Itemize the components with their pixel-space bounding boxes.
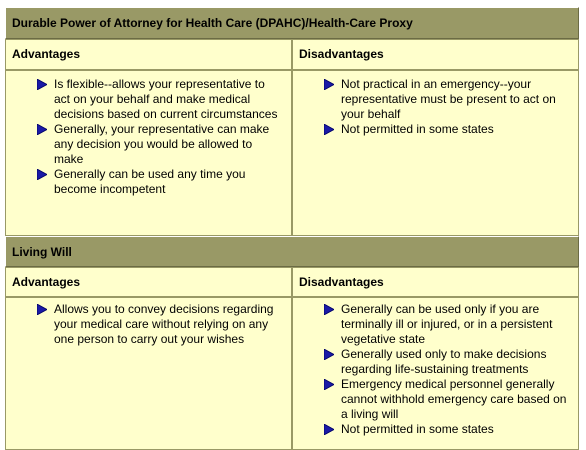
dpahc-disadvantages-header <box>292 39 579 70</box>
list-item <box>323 77 568 122</box>
living-will-disadvantages-header <box>292 267 579 297</box>
dpahc-advantages-header <box>5 39 292 70</box>
list-item <box>36 167 281 197</box>
list-item-text: Is flexible--allows your representative to act on your behalf and make medical decisions based on current circumstances <box>54 77 278 121</box>
comparison-table <box>5 5 579 450</box>
dpahc-disadvantages-cell <box>292 70 579 236</box>
list-item-text: Generally can be used only if you are terminally ill or injured, or in a persistent vegetative state <box>341 302 553 346</box>
right-arrow-bullet-icon <box>324 304 334 315</box>
dpahc-title: Durable Power of Attorney for Health Care (DPAHC)/Health-Care Proxy <box>12 16 413 30</box>
right-arrow-bullet-icon <box>324 424 334 435</box>
right-arrow-bullet-icon <box>37 79 47 90</box>
right-arrow-bullet-icon <box>324 124 334 135</box>
dpahc-advantages-cell <box>5 70 292 236</box>
dpahc-advantages-label: Advantages <box>12 47 81 61</box>
list-item-text: Allows you to convey decisions regarding your medical care without relying on any one person to carry out your wishes <box>54 302 274 346</box>
living-will-disadvantages-cell <box>292 297 579 450</box>
living-will-advantages-list <box>36 302 281 347</box>
list-item <box>36 122 281 167</box>
right-arrow-bullet-icon <box>37 304 47 315</box>
list-item <box>36 77 281 122</box>
list-item-text: Not permitted in some states <box>341 122 494 136</box>
list-item <box>323 347 568 377</box>
list-item-text: Generally used only to make decisions regarding life-sustaining treatments <box>341 347 547 376</box>
living-will-advantages-header <box>5 267 292 297</box>
right-arrow-bullet-icon <box>37 124 47 135</box>
living-will-title: Living Will <box>12 245 72 259</box>
list-item-text: Not practical in an emergency--your representative must be present to act on your behalf <box>341 77 556 121</box>
right-arrow-bullet-icon <box>324 379 334 390</box>
list-item <box>323 302 568 347</box>
dpahc-advantages-list <box>36 77 281 197</box>
right-arrow-bullet-icon <box>37 169 47 180</box>
right-arrow-bullet-icon <box>324 79 334 90</box>
living-will-disadvantages-list <box>323 302 568 437</box>
right-arrow-bullet-icon <box>324 349 334 360</box>
living-will-disadvantages-label: Disadvantages <box>299 275 384 289</box>
list-item-text: Generally can be used any time you become incompetent <box>54 167 246 196</box>
list-item-text: Generally, your representative can make any decision you would be allowed to make <box>54 122 270 166</box>
dpahc-disadvantages-label: Disadvantages <box>299 47 384 61</box>
list-item-text: Not permitted in some states <box>341 422 494 436</box>
living-will-title-band <box>5 236 579 267</box>
dpahc-disadvantages-list <box>323 77 568 137</box>
list-item <box>323 422 568 437</box>
list-item-text: Emergency medical personnel generally cannot withhold emergency care based on a living will <box>341 377 567 421</box>
list-item <box>323 122 568 137</box>
list-item <box>323 377 568 422</box>
list-item <box>36 302 281 347</box>
living-will-advantages-label: Advantages <box>12 275 81 289</box>
living-will-advantages-cell <box>5 297 292 450</box>
dpahc-title-band <box>5 7 579 39</box>
